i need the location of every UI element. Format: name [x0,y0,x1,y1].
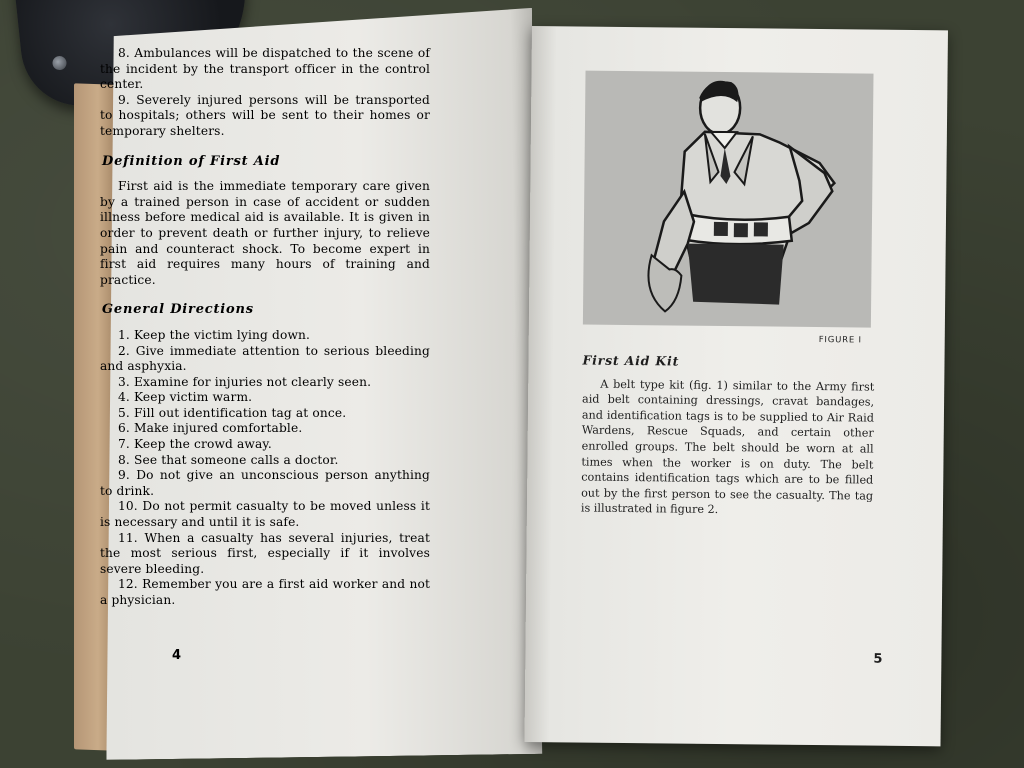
direction-item: 2. Give immediate attention to serious bleeding and asphyxia. [100,343,430,374]
directions-heading: General Directions [102,302,254,318]
helmet-bolt [52,55,67,70]
direction-item: 3. Examine for injuries not clearly seen. [118,374,372,389]
direction-item: 8. See that someone calls a doctor. [118,452,339,467]
right-page-text [581,353,875,520]
direction-item: 1. Keep the victim lying down. [118,327,311,342]
first-aid-kit-heading: First Aid Kit [582,352,680,369]
left-page-text [100,46,430,609]
direction-item: 7. Keep the crowd away. [118,437,272,452]
paragraph-ambulances: 8. Ambulances will be dispatched to the scene of the incident by the transport officer in the control center. [100,46,430,92]
direction-item: 4. Keep victim warm. [118,390,253,405]
definition-text: First aid is the immediate temporary care given by a trained person in case of accident or sudden illness before medical aid is available. It is given in order to prevent death or further injury, to relieve pain and counteract shock. To become expert in first aid requires many hours of training and practice. [100,179,430,287]
direction-item: 9. Do not give an unconscious person anything to drink. [100,468,430,498]
paragraph-injured-persons: 9. Severely injured persons will be transported to hospitals; others will be sent to their homes or temporary shelters. [100,92,430,138]
direction-item: 12. Remember you are a first aid worker and not a physician. [100,577,430,607]
left-page-number: 4 [172,648,182,663]
definition-heading: Definition of First Aid [102,153,281,169]
man-with-belt-illustration [583,71,874,328]
direction-item: 5. Fill out identification tag at once. [118,405,347,420]
right-page-number: 5 [873,651,883,667]
figure-caption: FIGURE I [818,335,862,346]
direction-item: 6. Make injured comfortable. [118,421,303,436]
direction-item: 11. When a casualty has several injuries, treat the most serious first, especially if it involves severe bleeding. [100,530,430,576]
figure-illustration [583,71,874,328]
direction-item: 10. Do not permit casualty to be moved unless it is necessary and until it is safe. [100,499,430,530]
first-aid-kit-text: A belt type kit (fig. 1) similar to the Army first aid belt containing dressings, cravat bandages, and identification tags is to be supplied to Air Raid Wardens, Rescue Squads, and certain other enrolled groups. The belt should be worn at all times when the worker is on duty. The belt contains identification tags which are to be filled out by the first person to see the casualty. The tag is illustrated in figure 2. [580,377,875,517]
right-page [525,26,948,746]
